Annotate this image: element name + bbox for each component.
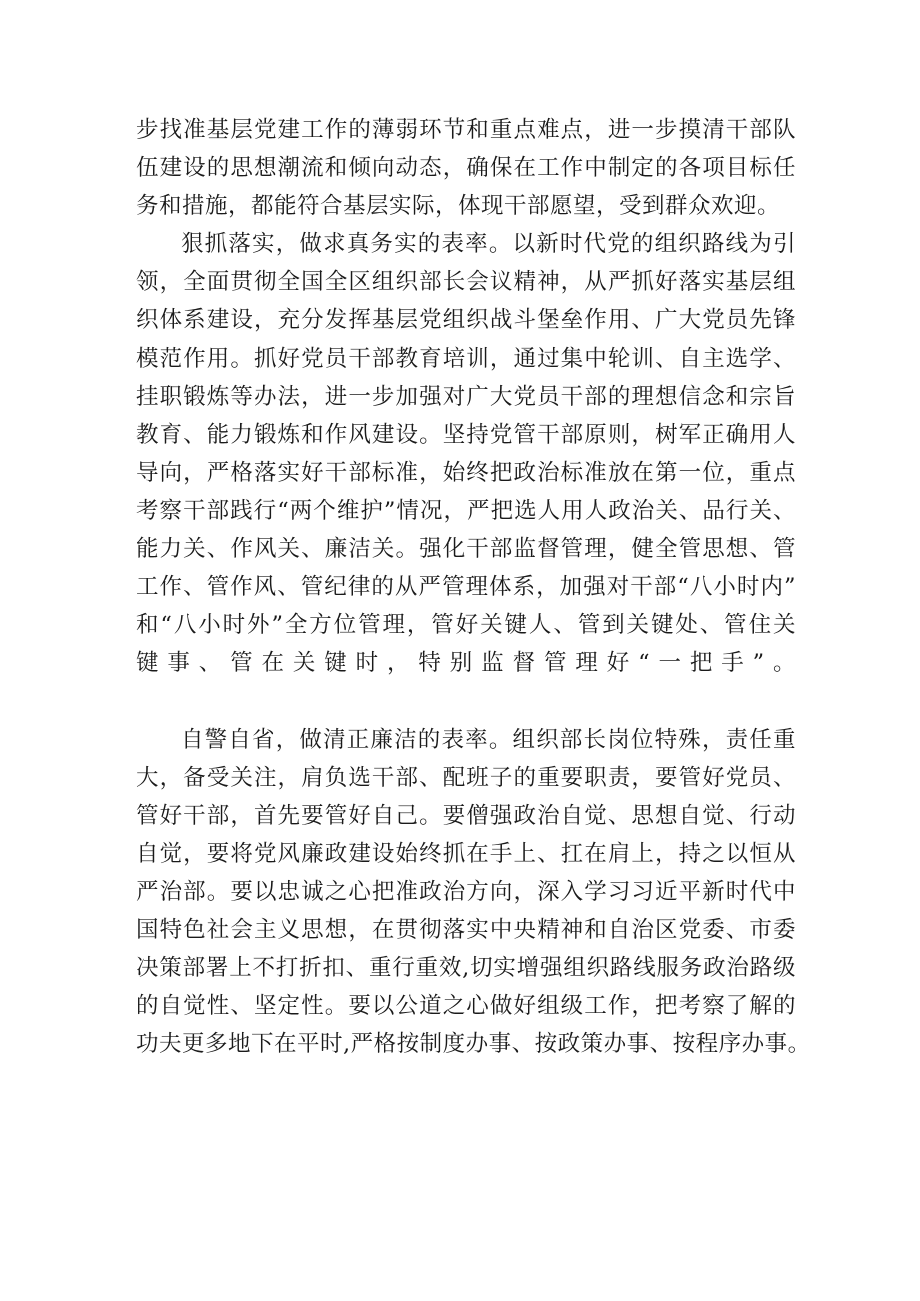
text-line: 键事、管在关键时，特别监督管理好“一把手”。 bbox=[136, 650, 796, 677]
paragraph-2 bbox=[136, 225, 796, 720]
text-line: 自觉，要将党风廉政建设始终抓在手上、扛在肩上，持之以恒从 bbox=[136, 840, 796, 867]
paragraph-3 bbox=[136, 721, 811, 1064]
text-line: 能力关、作风关、廉洁关。强化干部监督管理，健全管思想、管 bbox=[136, 536, 796, 563]
text-line: 国特色社会主义思想，在贯彻落实中央精神和自治区党委、市委 bbox=[136, 916, 796, 943]
text-line: 步找准基层党建工作的薄弱环节和重点难点，进一步摸清干部队 bbox=[136, 117, 796, 143]
text-line: 领，全面贯彻全国全区组织部长会议精神，从严抓好落实基层组 bbox=[136, 269, 796, 296]
text-line: 决策部署上不打折扣、重行重效,切实增强组织路线服务政治路级 bbox=[136, 955, 796, 982]
text-line: 工作、管作风、管纪律的从严管理体系，加强对干部“八小时内” bbox=[136, 574, 796, 601]
text-line: 导向，严格落实好干部标准，始终把政治标准放在第一位，重点 bbox=[136, 459, 796, 486]
text-line: 织体系建设，充分发挥基层党组织战斗堡垒作用、广大党员先锋 bbox=[136, 307, 796, 334]
text-line: 挂职锻炼等办法，进一步加强对广大党员干部的理想信念和宗旨 bbox=[136, 383, 796, 410]
text-line: 狠抓落实，做求真务实的表率。以新时代党的组织路线为引 bbox=[181, 231, 796, 258]
text-line: 伍建设的思想潮流和倾向动态，确保在工作中制定的各项目标任 bbox=[136, 155, 796, 182]
paragraph-1 bbox=[136, 111, 796, 225]
body-text bbox=[136, 111, 811, 1063]
text-line: 的自觉性、坚定性。要以公道之心做好组级工作，把考察了解的 bbox=[136, 993, 796, 1020]
text-line: 考察干部践行“两个维护”情况，严把选人用人政治关、品行关、 bbox=[136, 497, 796, 524]
text-line bbox=[136, 682, 796, 720]
text-line: 功夫更多地下在平时,严格按制度办事、按政策办事、按程序办事。 bbox=[136, 1031, 811, 1058]
text-line: 管好干部，首先要管好自己。要僧强政治自觉、思想自觉、行动 bbox=[136, 802, 796, 829]
text-line: 模范作用。抓好党员干部教育培训，通过集中轮训、自主选学、 bbox=[136, 345, 796, 372]
text-line: 务和措施，都能符合基层实际，体现干部愿望，受到群众欢迎。 bbox=[136, 193, 781, 220]
text-line: 大，备受关注，肩负选干部、配班子的重要职责，要管好党员、 bbox=[136, 764, 796, 791]
text-line: 严治部。要以忠诚之心把准政治方向，深入学习习近平新时代中 bbox=[136, 878, 796, 905]
text-line: 自警自省，做清正廉洁的表率。组织部长岗位特殊，责任重 bbox=[181, 726, 796, 753]
text-line: 教育、能力锻炼和作风建设。坚持党管干部原则，树军正确用人 bbox=[136, 421, 796, 448]
text-line: 和“八小时外”全方位管理，管好关键人、管到关键处、管住关 bbox=[136, 612, 796, 639]
